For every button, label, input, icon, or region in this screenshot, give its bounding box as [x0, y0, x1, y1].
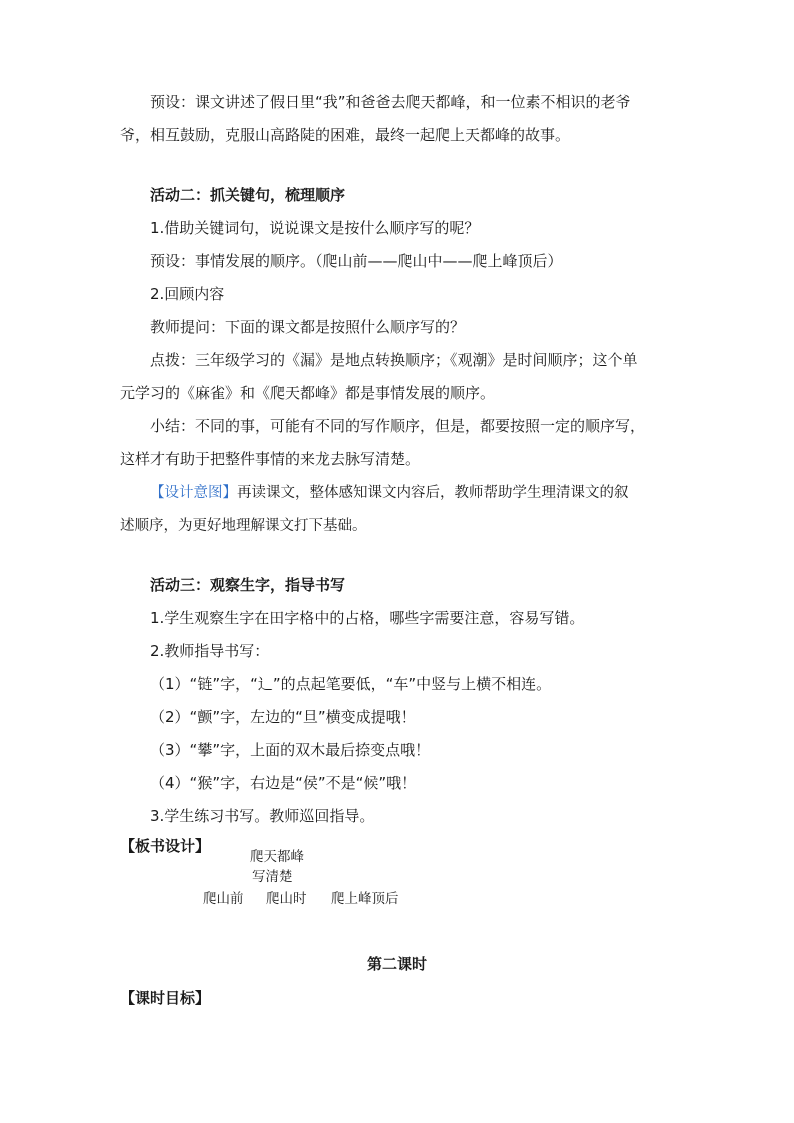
design-intent-line-2: 述顺序，为更好地理解课文打下基础。 [120, 518, 367, 534]
activity2-answer-1: 预设：事情发展的顺序。（爬山前——爬山中——爬上峰顶后） [150, 252, 563, 270]
preview-line-1: 预设：课文讲述了假日里“我”和爸爸去爬天都峰，和一位素不相识的老爷 [150, 93, 631, 111]
activity2-hint-line-1: 点拨：三年级学习的《漏》是地点转换顺序；《观潮》是时间顺序；这个单 [150, 351, 638, 369]
activity3-item-3: （3）“攀”字，上面的双木最后捺变点哦！ [150, 741, 431, 759]
board-item-after: 爬上峰顶后 [331, 891, 399, 907]
activity3-item-2: （2）“颤”字，左边的“旦”横变成提哦！ [150, 708, 416, 726]
activity3-title: 活动三：观察生字，指导书写 [150, 576, 346, 594]
board-title: 爬天都峰 [250, 849, 304, 865]
design-intent-line-1 [120, 483, 710, 503]
activity2-teacher-ask: 教师提问：下面的课文都是按照什么顺序写的？ [150, 318, 466, 336]
activity3-step-3: 3.学生练习书写。教师巡回指导。 [150, 807, 375, 825]
board-subtitle: 写清楚 [252, 869, 293, 885]
activity2-question-1: 1.借助关键词句，说说课文是按什么顺序写的呢？ [150, 219, 480, 237]
activity3-step-1: 1.学生观察生字在田字格中的占格，哪些字需要注意，容易写错。 [150, 609, 585, 627]
activity2-summary-line-2: 这样才有助于把整件事情的来龙去脉写清楚。 [120, 450, 421, 468]
activity2-summary-line-1: 小结：不同的事，可能有不同的写作顺序，但是，都要按照一定的顺序写， [150, 417, 646, 435]
activity2-question-2: 2.回顾内容 [150, 285, 225, 303]
design-intent-text: 再读课文，整体感知课文内容后，教师帮助学生理清课文的叙 [237, 485, 629, 501]
board-heading: 【板书设计】 [120, 837, 211, 855]
design-intent-label: 【设计意图】 [150, 485, 237, 501]
board-item-during: 爬山时 [266, 891, 307, 907]
activity2-hint-line-2: 元学习的《麻雀》和《爬天都峰》都是事情发展的顺序。 [120, 384, 496, 402]
activity3-item-1: （1）“链”字，“辶”的点起笔要低，“车”中竖与上横不相连。 [150, 675, 552, 693]
preview-line-2: 爷，相互鼓励，克服山高路陡的困难，最终一起爬上天都峰的故事。 [120, 126, 571, 144]
board-item-before: 爬山前 [203, 891, 244, 907]
activity3-item-4: （4）“猴”字，右边是“侯”不是“候”哦！ [150, 774, 417, 792]
activity2-title: 活动二：抓关键句，梳理顺序 [150, 186, 346, 204]
lesson2-goal-heading: 【课时目标】 [120, 989, 211, 1007]
lesson2-title: 第二课时 [366, 955, 427, 973]
activity3-step-2: 2.教师指导书写： [150, 642, 270, 660]
